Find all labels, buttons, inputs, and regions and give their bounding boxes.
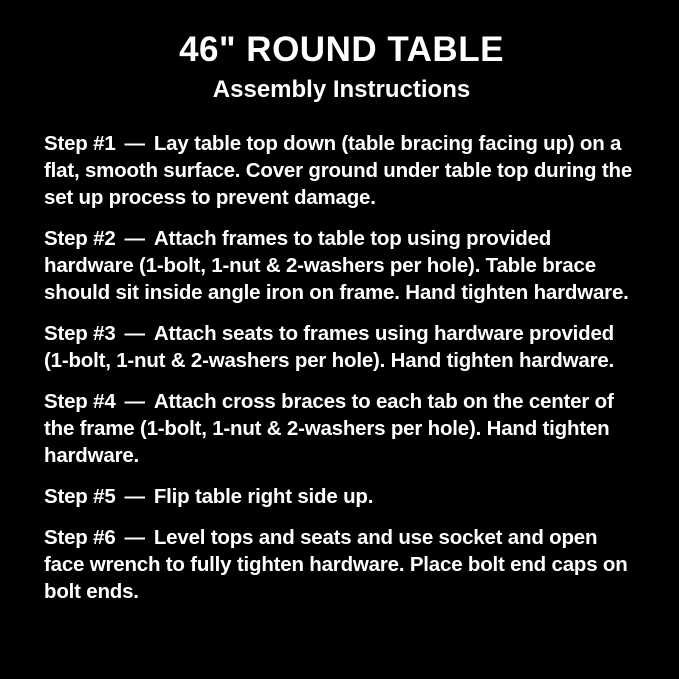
step-text: Attach cross braces to each tab on the center of the frame (1-bolt, 1-nut & 2-washers per hole). Hand tighten hardware. — [44, 389, 614, 467]
step-label: Step #4 — [44, 389, 116, 413]
step-label: Step #6 — [44, 525, 116, 549]
step-text: Flip table right side up. — [153, 484, 374, 508]
step-item-2 — [44, 225, 641, 306]
poster-header — [44, 30, 639, 104]
step-label: Step #1 — [44, 131, 116, 155]
step-label: Step #3 — [44, 321, 116, 345]
step-separator: — — [124, 484, 145, 508]
step-item-4 — [44, 388, 641, 469]
step-separator: — — [124, 131, 145, 155]
step-label: Step #2 — [44, 226, 116, 250]
step-label: Step #5 — [44, 484, 116, 508]
step-text: Attach frames to table top using provided hardware (1-bolt, 1-nut & 2-washers per hole). Table brace should sit inside angle iron on frame. Hand tighten hardware. — [44, 226, 629, 304]
step-text: Level tops and seats and use socket and open face wrench to fully tighten hardware. Place bolt end caps on bolt ends. — [44, 525, 628, 603]
step-text: Lay table top down (table bracing facing up) on a flat, smooth surface. Cover ground under table top during the set up process to prevent damage. — [44, 131, 633, 209]
step-separator: — — [124, 389, 145, 413]
step-item-6 — [44, 524, 641, 605]
step-separator: — — [124, 321, 145, 345]
step-item-1 — [44, 130, 641, 211]
page-title: 46" ROUND TABLE — [179, 30, 504, 69]
step-text: Attach seats to frames using hardware provided (1-bolt, 1-nut & 2-washers per hole). Hand tighten hardware. — [44, 321, 615, 372]
step-item-5 — [44, 483, 641, 510]
page-subtitle: Assembly Instructions — [212, 76, 471, 104]
step-separator: — — [124, 226, 145, 250]
step-separator: — — [124, 525, 145, 549]
steps-list — [44, 130, 641, 605]
step-item-3 — [44, 320, 641, 374]
